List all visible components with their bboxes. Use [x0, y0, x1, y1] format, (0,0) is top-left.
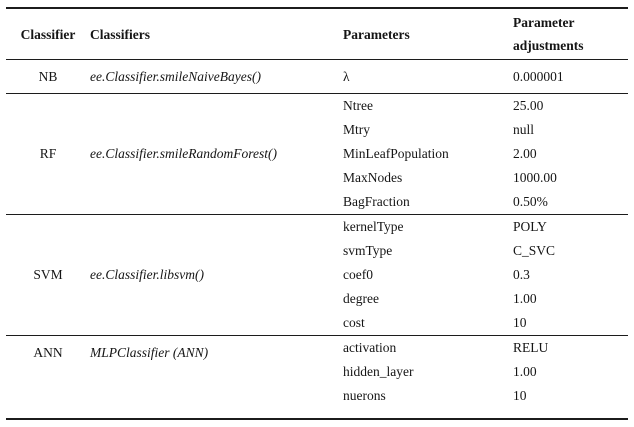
- table-row: [6, 94, 628, 119]
- param-name: svmType: [343, 243, 393, 258]
- param-value: C_SVC: [513, 243, 556, 258]
- param-name: BagFraction: [343, 194, 410, 209]
- param-name: degree: [343, 291, 379, 306]
- param-value: POLY: [513, 219, 547, 234]
- param-name: Mtry: [343, 122, 370, 137]
- classifier-abbrev: NB: [38, 68, 58, 84]
- header-classifier: Classifier: [20, 26, 76, 42]
- header-parameter-adjustments: Parameter adjustments: [513, 15, 584, 53]
- param-value: 0.000001: [513, 68, 564, 84]
- param-name: nuerons: [343, 388, 386, 403]
- classifier-abbrev: SVM: [33, 267, 63, 282]
- classifier-parameters-table: [6, 7, 628, 420]
- table-row: [6, 60, 628, 94]
- param-value: 10: [513, 388, 527, 403]
- param-value: 1.00: [513, 291, 537, 306]
- param-name: MinLeafPopulation: [343, 146, 449, 161]
- table-header: [6, 8, 628, 60]
- param-name: kernelType: [343, 219, 404, 234]
- param-name: activation: [343, 340, 397, 355]
- param-name: coef0: [343, 267, 373, 282]
- group-rf: [6, 94, 628, 215]
- param-name: Ntree: [343, 98, 373, 113]
- param-value: 25.00: [513, 98, 544, 113]
- param-value: null: [513, 122, 535, 137]
- header-classifiers: Classifiers: [90, 26, 150, 42]
- classifier-code: ee.Classifier.libsvm(): [90, 267, 204, 282]
- header-parameters: Parameters: [343, 26, 410, 42]
- param-name: hidden_layer: [343, 364, 414, 379]
- classifier-code: ee.Classifier.smileRandomForest(): [90, 146, 277, 161]
- classifier-abbrev: RF: [39, 146, 57, 161]
- header-row: [6, 8, 628, 60]
- group-nb: [6, 60, 628, 94]
- param-value: 2.00: [513, 146, 537, 161]
- param-name: λ: [343, 68, 350, 84]
- classifier-code: MLPClassifier (ANN): [90, 345, 209, 360]
- param-value: 1.00: [513, 364, 537, 379]
- group-ann: [6, 336, 628, 420]
- table-row: [6, 215, 628, 240]
- table-row: [6, 336, 628, 361]
- param-value: 0.3: [513, 267, 530, 282]
- classifier-code: ee.Classifier.smileNaiveBayes(): [90, 68, 261, 84]
- param-value: 1000.00: [513, 170, 557, 185]
- param-value: RELU: [513, 340, 549, 355]
- param-value: 0.50%: [513, 194, 548, 209]
- classifier-abbrev: ANN: [33, 345, 63, 360]
- group-svm: [6, 215, 628, 336]
- param-value: 10: [513, 315, 527, 330]
- param-name: MaxNodes: [343, 170, 403, 185]
- param-name: cost: [343, 315, 365, 330]
